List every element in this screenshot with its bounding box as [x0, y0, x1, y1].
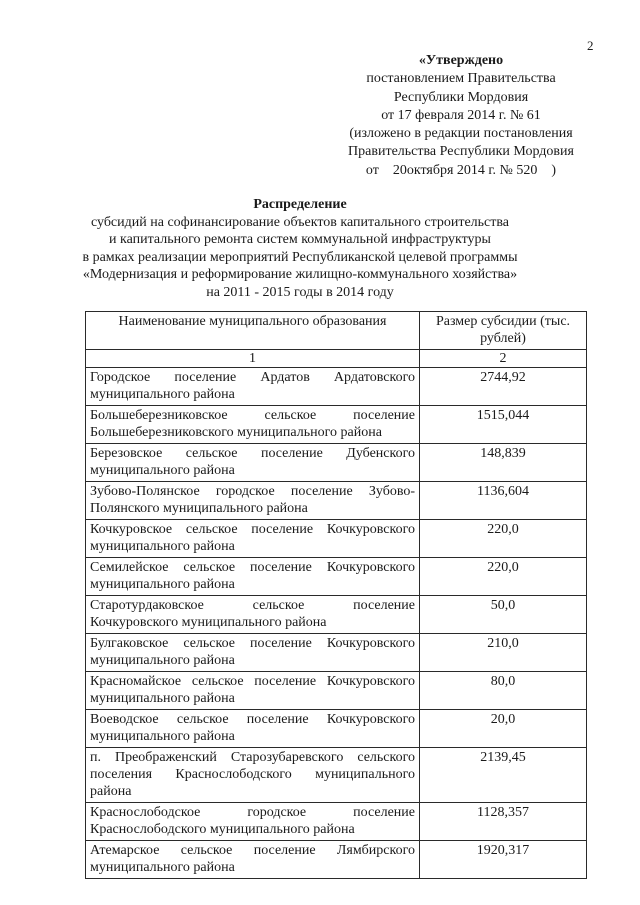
column-number: 2 — [420, 350, 587, 368]
approval-line: постановлением Правительства — [366, 71, 556, 87]
municipality-name: Воеводское сельское поселение Кочкуровского муниципального района — [86, 710, 420, 748]
table-row — [86, 634, 587, 672]
table-row — [86, 841, 587, 879]
subsidy-amount: 1128,357 — [420, 803, 587, 841]
table-row — [86, 406, 587, 444]
subsidies-table — [85, 311, 587, 879]
municipality-name: Зубово-Полянское городское поселение Зубово-Полянского муниципального района — [86, 482, 420, 520]
table-row — [86, 596, 587, 634]
subsidy-amount: 1515,044 — [420, 406, 587, 444]
subsidy-amount: 20,0 — [420, 710, 587, 748]
approval-number: 520 — [516, 162, 538, 178]
table-row — [86, 482, 587, 520]
column-number-row — [86, 350, 587, 368]
approval-line: Правительства Республики Мордовия — [348, 144, 574, 160]
approval-month-year: октября 2014 г. № — [406, 162, 513, 178]
approval-line: (изложено в редакции постановления — [349, 126, 573, 142]
subsidy-amount: 220,0 — [420, 558, 587, 596]
table-header-row — [86, 312, 587, 350]
subsidy-amount: 50,0 — [420, 596, 587, 634]
title-line: на 2011 - 2015 годы в 2014 году — [206, 284, 394, 300]
subsidy-amount: 80,0 — [420, 672, 587, 710]
municipality-name: Старотурдаковское сельское поселение Кочкуровского муниципального района — [86, 596, 420, 634]
table-row — [86, 368, 587, 406]
document-heading: Распределение — [253, 197, 347, 212]
subsidy-amount: 148,839 — [420, 444, 587, 482]
municipality-name: Семилейское сельское поселение Кочкуровского муниципального района — [86, 558, 420, 596]
subsidy-amount: 220,0 — [420, 520, 587, 558]
municipality-name: Атемарское сельское поселение Лямбирского муниципального района — [86, 841, 420, 879]
municipality-name: Краснослободское городское поселение Краснослободского муниципального района — [86, 803, 420, 841]
title-line: и капитального ремонта систем коммунальной инфраструктуры — [109, 232, 491, 248]
municipality-name: Городское поселение Ардатов Ардатовского муниципального района — [86, 368, 420, 406]
page-number: 2 — [587, 38, 594, 53]
table-row — [86, 748, 587, 803]
table-row — [86, 558, 587, 596]
subsidy-amount: 1136,604 — [420, 482, 587, 520]
subsidy-amount: 2744,92 — [420, 368, 587, 406]
approval-day: 20 — [392, 162, 407, 178]
municipality-name: Большеберезниковское сельское поселение Большеберезниковского муниципального района — [86, 406, 420, 444]
subsidy-amount: 2139,45 — [420, 748, 587, 803]
municipality-name: п. Преображенский Старозубаревского сельского поселения Краснослободского муниципального района — [86, 748, 420, 803]
approval-title: «Утверждено — [418, 53, 504, 68]
approval-close-paren: ) — [551, 162, 557, 178]
table-row — [86, 672, 587, 710]
header-municipality: Наименование муниципального образования — [86, 312, 420, 350]
table-row — [86, 803, 587, 841]
municipality-name: Красномайское сельское поселение Кочкуровского муниципального района — [86, 672, 420, 710]
table-row — [86, 520, 587, 558]
approval-date-line — [330, 162, 592, 180]
subsidy-amount: 1920,317 — [420, 841, 587, 879]
municipality-name: Кочкуровское сельское поселение Кочкуровского муниципального района — [86, 520, 420, 558]
header-subsidy-amount: Размер субсидии (тыс. рублей) — [420, 312, 587, 350]
approval-line: Республики Мордовия — [393, 89, 529, 105]
title-line: «Модернизация и реформирование жилищно-коммунального хозяйства» — [82, 267, 518, 283]
approval-date-prefix: от — [365, 162, 379, 178]
municipality-name: Булгаковское сельское поселение Кочкуровского муниципального района — [86, 634, 420, 672]
title-line: субсидий на софинансирование объектов капитального строительства — [90, 214, 510, 230]
table-row — [86, 444, 587, 482]
table-row — [86, 710, 587, 748]
subsidy-amount: 210,0 — [420, 634, 587, 672]
approval-block — [330, 52, 592, 180]
approval-line: от 17 февраля 2014 г. № 61 — [381, 107, 541, 123]
municipality-name: Березовское сельское поселение Дубенского муниципального района — [86, 444, 420, 482]
column-number: 1 — [86, 350, 420, 368]
title-line: в рамках реализации мероприятий Республиканской целевой программы — [82, 249, 518, 265]
document-title — [80, 196, 520, 302]
